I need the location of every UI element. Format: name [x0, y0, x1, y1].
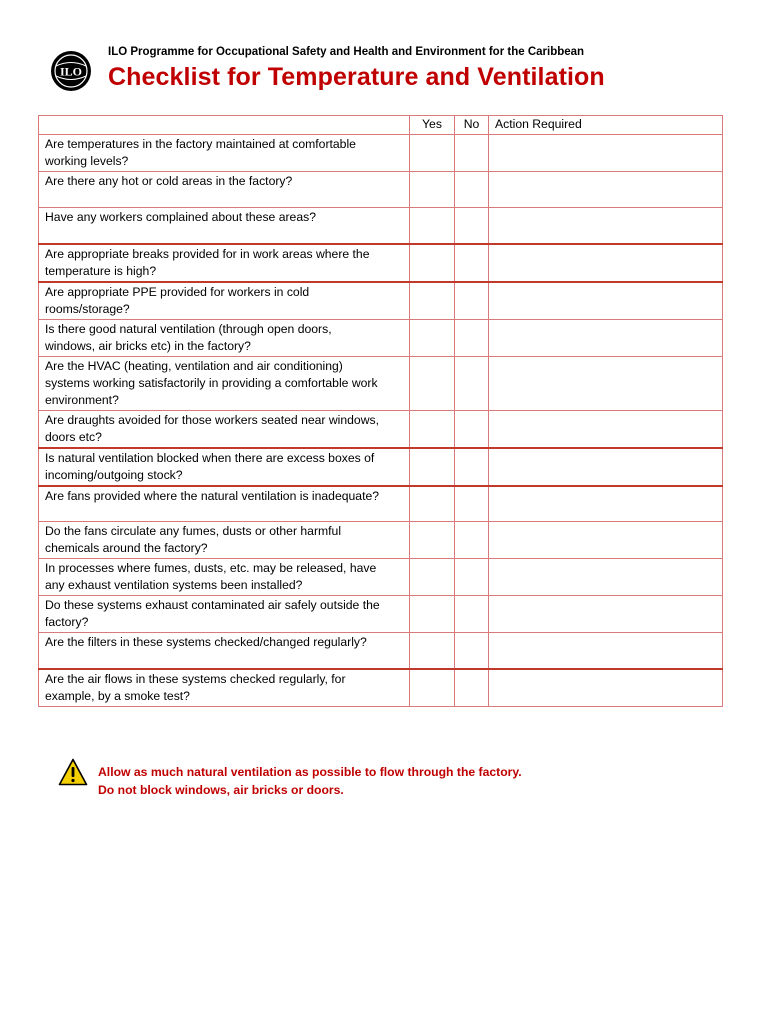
yes-cell[interactable]: [410, 356, 455, 410]
no-cell[interactable]: [455, 522, 489, 559]
yes-cell[interactable]: [410, 522, 455, 559]
yes-cell[interactable]: [410, 135, 455, 172]
question-cell: [39, 244, 410, 282]
table-row: [39, 633, 723, 669]
action-required-cell[interactable]: [489, 172, 723, 208]
no-cell[interactable]: [455, 559, 489, 596]
no-cell[interactable]: [455, 244, 489, 282]
question-cell: [39, 486, 410, 522]
table-row: [39, 596, 723, 633]
yes-cell[interactable]: [410, 319, 455, 356]
no-cell[interactable]: [455, 633, 489, 669]
action-required-cell[interactable]: [489, 448, 723, 486]
yes-cell[interactable]: [410, 486, 455, 522]
question-text-line: Is there good natural ventilation (through open doors,: [45, 321, 332, 336]
question-cell: [39, 669, 410, 707]
question-text-line: Are the HVAC (heating, ventilation and air conditioning): [45, 358, 343, 373]
table-row: [39, 486, 723, 522]
action-required-cell[interactable]: [489, 356, 723, 410]
question-text-line: In processes where fumes, dusts, etc. may be released, have: [45, 561, 377, 575]
table-row: [39, 669, 723, 707]
no-cell[interactable]: [455, 596, 489, 633]
yes-column-header: Yes: [410, 116, 455, 135]
action-required-cell[interactable]: [489, 596, 723, 633]
table-row: [39, 448, 723, 486]
question-text-line: Do the fans circulate any fumes, dusts or other harmful: [45, 524, 342, 538]
question-text-line: Are the filters in these systems checked/changed regularly?: [45, 635, 367, 649]
question-cell: [39, 522, 410, 559]
action-required-cell[interactable]: [489, 669, 723, 707]
question-cell: [39, 633, 410, 669]
checklist-body: [39, 135, 723, 707]
table-row: [39, 282, 723, 320]
action-required-cell[interactable]: [489, 282, 723, 320]
question-text-line: Do these systems exhaust contaminated air safely outside the: [45, 598, 380, 612]
question-cell: [39, 448, 410, 486]
question-text-line: windows, air bricks etc) in the factory?: [45, 338, 251, 353]
action-required-cell[interactable]: [489, 244, 723, 282]
no-cell[interactable]: [455, 319, 489, 356]
table-row: [39, 522, 723, 559]
no-cell[interactable]: [455, 282, 489, 320]
question-text-line: chemicals around the factory?: [45, 541, 208, 555]
warning-text: [98, 763, 522, 799]
yes-cell[interactable]: [410, 172, 455, 208]
question-text-line: Are fans provided where the natural ventilation is inadequate?: [45, 488, 380, 503]
document-header: [46, 40, 736, 100]
table-row: [39, 208, 723, 244]
ilo-logo-text: ILO: [59, 64, 83, 79]
question-text-line: Are there any hot or cold areas in the factory?: [45, 174, 293, 188]
action-required-cell[interactable]: [489, 522, 723, 559]
table-row: [39, 172, 723, 208]
warning-line-2: Do not block windows, air bricks or doors.: [98, 783, 344, 797]
table-row: [39, 135, 723, 172]
no-cell[interactable]: [455, 356, 489, 410]
question-text-line: Are the air flows in these systems checked regularly, for: [45, 671, 346, 686]
yes-cell[interactable]: [410, 244, 455, 282]
warning-note: [58, 758, 698, 802]
no-cell[interactable]: [455, 208, 489, 244]
action-required-cell[interactable]: [489, 410, 723, 448]
question-cell: [39, 356, 410, 410]
no-cell[interactable]: [455, 410, 489, 448]
yes-cell[interactable]: [410, 410, 455, 448]
ilo-logo-icon: [50, 50, 92, 92]
warning-triangle-icon: [58, 758, 88, 786]
question-text-line: any exhaust ventilation systems been installed?: [45, 578, 303, 592]
question-text-line: environment?: [45, 392, 119, 407]
table-header-row: [39, 116, 723, 135]
table-row: [39, 356, 723, 410]
action-required-column-header: Action Required: [489, 116, 723, 135]
yes-cell[interactable]: [410, 208, 455, 244]
question-text-line: temperature is high?: [45, 263, 157, 278]
checklist-table: [38, 115, 723, 707]
table-row: [39, 319, 723, 356]
no-cell[interactable]: [455, 172, 489, 208]
organization-name: ILO Programme for Occupational Safety and Health and Environment for the Caribbean: [108, 46, 585, 58]
no-column-header: No: [455, 116, 489, 135]
warning-line-1: Allow as much natural ventilation as possible to flow through the factory.: [98, 765, 522, 779]
question-column-header: [39, 116, 410, 135]
action-required-cell[interactable]: [489, 633, 723, 669]
question-text-line: Are appropriate PPE provided for workers in cold: [45, 284, 310, 299]
question-text-line: systems working satisfactorily in providing a comfortable work: [45, 375, 378, 390]
action-required-cell[interactable]: [489, 135, 723, 172]
question-text-line: factory?: [45, 615, 89, 629]
action-required-cell[interactable]: [489, 486, 723, 522]
question-text-line: working levels?: [45, 154, 129, 168]
yes-cell[interactable]: [410, 596, 455, 633]
yes-cell[interactable]: [410, 669, 455, 707]
question-cell: [39, 208, 410, 244]
yes-cell[interactable]: [410, 282, 455, 320]
table-row: [39, 410, 723, 448]
question-cell: [39, 559, 410, 596]
action-required-cell[interactable]: [489, 208, 723, 244]
question-cell: [39, 172, 410, 208]
no-cell[interactable]: [455, 669, 489, 707]
action-required-cell[interactable]: [489, 319, 723, 356]
question-cell: [39, 410, 410, 448]
question-text-line: incoming/outgoing stock?: [45, 467, 183, 482]
table-row: [39, 244, 723, 282]
question-text-line: Are draughts avoided for those workers seated near windows,: [45, 412, 379, 427]
yes-cell[interactable]: [410, 633, 455, 669]
yes-cell[interactable]: [410, 448, 455, 486]
no-cell[interactable]: [455, 486, 489, 522]
question-cell: [39, 135, 410, 172]
question-cell: [39, 319, 410, 356]
question-text-line: Have any workers complained about these areas?: [45, 210, 316, 224]
no-cell[interactable]: [455, 448, 489, 486]
yes-cell[interactable]: [410, 559, 455, 596]
question-cell: [39, 282, 410, 320]
question-text-line: example, by a smoke test?: [45, 688, 190, 703]
question-text-line: Are appropriate breaks provided for in work areas where the: [45, 246, 370, 261]
question-text-line: Is natural ventilation blocked when there are excess boxes of: [45, 450, 375, 465]
table-row: [39, 559, 723, 596]
question-cell: [39, 596, 410, 633]
no-cell[interactable]: [455, 135, 489, 172]
action-required-cell[interactable]: [489, 559, 723, 596]
page-title: Checklist for Temperature and Ventilation: [108, 63, 605, 91]
question-text-line: rooms/storage?: [45, 301, 130, 316]
question-text-line: Are temperatures in the factory maintained at comfortable: [45, 137, 356, 151]
question-text-line: doors etc?: [45, 429, 102, 444]
